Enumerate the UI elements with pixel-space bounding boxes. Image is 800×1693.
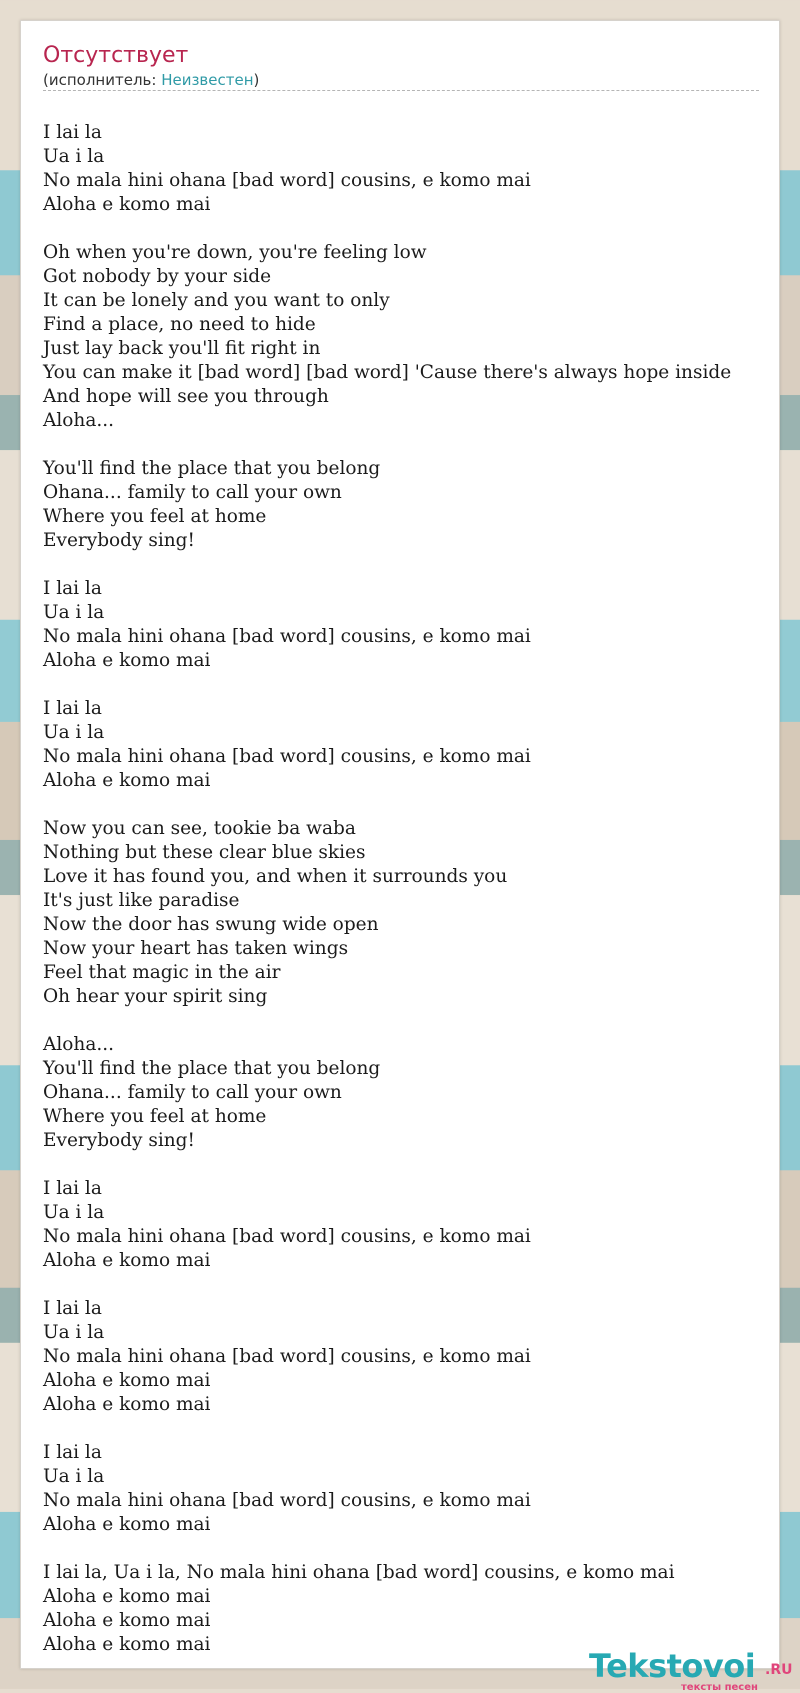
logo-tld: .RU bbox=[765, 1662, 793, 1678]
lyrics-line: Ohana... family to call your own bbox=[43, 1082, 342, 1103]
lyrics-line: Ua i la bbox=[43, 722, 105, 743]
lyrics-line: No mala hini ohana [bad word] cousins, e komo mai bbox=[43, 1346, 531, 1367]
lyrics-line: Love it has found you, and when it surrounds you bbox=[43, 866, 508, 887]
lyrics-card bbox=[20, 20, 793, 1693]
lyrics-line: Aloha e komo mai bbox=[43, 1610, 211, 1631]
lyrics-line: Ua i la bbox=[43, 1466, 105, 1487]
lyrics-line: No mala hini ohana [bad word] cousins, e komo mai bbox=[43, 626, 531, 647]
lyrics-line: No mala hini ohana [bad word] cousins, e komo mai bbox=[43, 1226, 531, 1247]
lyrics-line: You can make it [bad word] [bad word] 'Cause there's always hope inside bbox=[43, 362, 732, 383]
lyrics-line: Nothing but these clear blue skies bbox=[43, 842, 366, 863]
lyrics-stanza bbox=[43, 457, 800, 553]
lyrics-line: Aloha e komo mai bbox=[43, 1370, 211, 1391]
lyrics-line: Everybody sing! bbox=[43, 1130, 195, 1151]
artist-line bbox=[43, 71, 259, 89]
lyrics-line: Where you feel at home bbox=[43, 506, 267, 527]
lyrics-stanza bbox=[43, 1177, 800, 1273]
artist-suffix: ) bbox=[253, 71, 260, 89]
lyrics-line: You'll find the place that you belong bbox=[43, 1058, 381, 1079]
lyrics-line: Aloha e komo mai bbox=[43, 1250, 211, 1271]
lyrics-text bbox=[43, 121, 800, 1681]
lyrics-stanza bbox=[43, 121, 800, 217]
lyrics-line: No mala hini ohana [bad word] cousins, e komo mai bbox=[43, 170, 531, 191]
lyrics-line: Ohana... family to call your own bbox=[43, 482, 342, 503]
lyrics-line: I lai la bbox=[43, 1442, 102, 1463]
lyrics-line: I lai la bbox=[43, 578, 102, 599]
lyrics-line: Feel that magic in the air bbox=[43, 962, 281, 983]
lyrics-stanza bbox=[43, 1297, 800, 1417]
lyrics-stanza bbox=[43, 697, 800, 793]
lyrics-line: Now the door has swung wide open bbox=[43, 914, 379, 935]
lyrics-line: And hope will see you through bbox=[43, 386, 329, 407]
lyrics-line: Ua i la bbox=[43, 1322, 105, 1343]
lyrics-stanza bbox=[43, 1561, 800, 1657]
logo-wordmark: Tekstovoi bbox=[589, 1647, 756, 1685]
lyrics-line: Ua i la bbox=[43, 146, 105, 167]
lyrics-line: Where you feel at home bbox=[43, 1106, 267, 1127]
lyrics-line: No mala hini ohana [bad word] cousins, e komo mai bbox=[43, 1490, 531, 1511]
lyrics-line: Find a place, no need to hide bbox=[43, 314, 316, 335]
lyrics-line: I lai la bbox=[43, 1298, 102, 1319]
lyrics-line: Ua i la bbox=[43, 1202, 105, 1223]
lyrics-line: Aloha e komo mai bbox=[43, 194, 211, 215]
logo-tagline: тексты песен bbox=[681, 1682, 758, 1693]
lyrics-stanza bbox=[43, 1033, 800, 1153]
title-divider bbox=[43, 90, 759, 91]
lyrics-line: It can be lonely and you want to only bbox=[43, 290, 390, 311]
lyrics-line: Ua i la bbox=[43, 602, 105, 623]
lyrics-line: You'll find the place that you belong bbox=[43, 458, 381, 479]
lyrics-line: I lai la bbox=[43, 1178, 102, 1199]
lyrics-line: Aloha... bbox=[43, 1034, 115, 1055]
lyrics-line: Got nobody by your side bbox=[43, 266, 272, 287]
artist-prefix: (исполнитель: bbox=[43, 71, 162, 89]
lyrics-line: Everybody sing! bbox=[43, 530, 195, 551]
lyrics-line: Just lay back you'll fit right in bbox=[43, 338, 321, 359]
lyrics-stanza bbox=[43, 241, 800, 433]
song-title: Отсутствует bbox=[43, 43, 189, 68]
lyrics-line: Aloha... bbox=[43, 410, 115, 431]
lyrics-stanza bbox=[43, 577, 800, 673]
lyrics-line: No mala hini ohana [bad word] cousins, e komo mai bbox=[43, 746, 531, 767]
lyrics-line: Now your heart has taken wings bbox=[43, 938, 349, 959]
lyrics-line: I lai la bbox=[43, 698, 102, 719]
lyrics-stanza bbox=[43, 817, 800, 1009]
lyrics-line: Aloha e komo mai bbox=[43, 770, 211, 791]
lyrics-stanza bbox=[43, 1441, 800, 1537]
lyrics-line: Oh when you're down, you're feeling low bbox=[43, 242, 427, 263]
lyrics-line: It's just like paradise bbox=[43, 890, 240, 911]
lyrics-line: Aloha e komo mai bbox=[43, 1514, 211, 1535]
lyrics-line: Now you can see, tookie ba waba bbox=[43, 818, 356, 839]
lyrics-line: Oh hear your spirit sing bbox=[43, 986, 268, 1007]
artist-link[interactable]: Неизвестен bbox=[161, 71, 254, 89]
lyrics-line: Aloha e komo mai bbox=[43, 1586, 211, 1607]
lyrics-line: Aloha e komo mai bbox=[43, 1394, 211, 1415]
lyrics-line: Aloha e komo mai bbox=[43, 1634, 211, 1655]
lyrics-line: Aloha e komo mai bbox=[43, 650, 211, 671]
lyrics-line: I lai la, Ua i la, No mala hini ohana [bad word] cousins, e komo mai bbox=[43, 1562, 675, 1583]
lyrics-line: I lai la bbox=[43, 122, 102, 143]
site-logo[interactable] bbox=[589, 1647, 793, 1693]
